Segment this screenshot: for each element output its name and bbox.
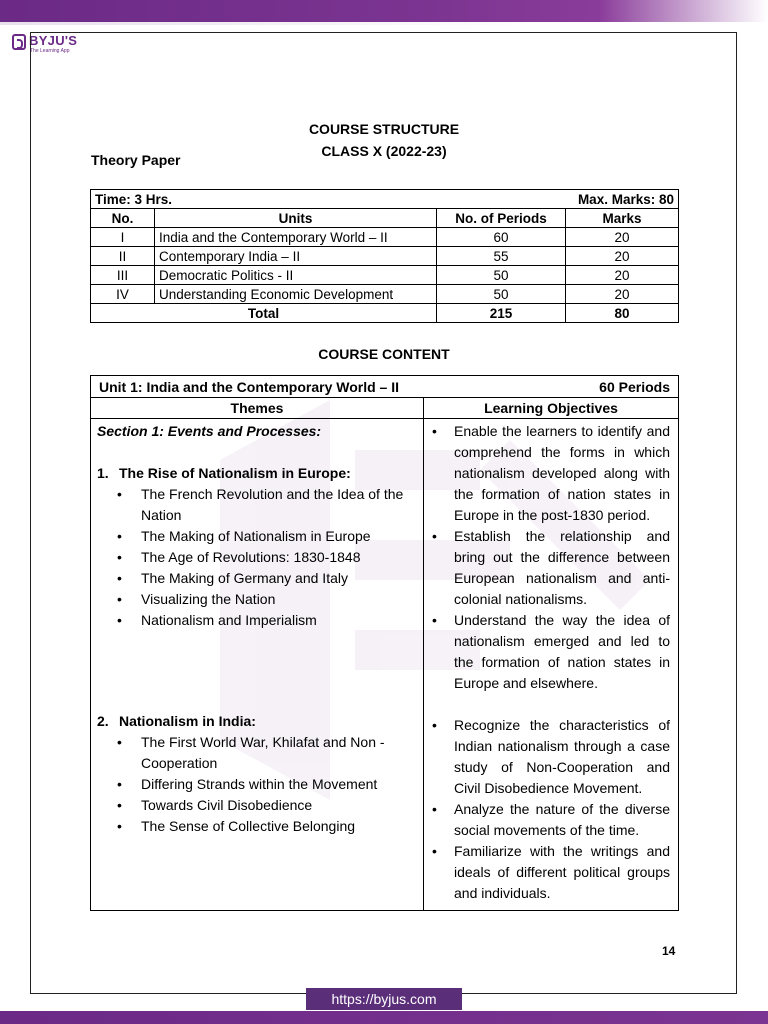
col-header-periods: No. of Periods	[437, 209, 566, 228]
unit-marks: 20	[566, 228, 679, 247]
table-row	[91, 190, 679, 209]
list-item: • Differing Strands within the Movement	[97, 774, 417, 795]
list-item: • Towards Civil Disobedience	[97, 795, 417, 816]
topic-subtopics	[97, 732, 417, 837]
unit-name: Understanding Economic Development	[155, 285, 437, 304]
objectives-cell	[424, 419, 679, 911]
unit-title-row	[91, 376, 679, 398]
topic-heading	[97, 463, 417, 484]
top-band-shadow	[0, 22, 768, 25]
list-item: • The Making of Germany and Italy	[97, 568, 417, 589]
bottom-brand-band	[0, 1011, 768, 1024]
topic-number: 1.	[97, 465, 109, 481]
table-row	[91, 247, 679, 266]
table-row	[91, 419, 679, 911]
list-item: • Visualizing the Nation	[97, 589, 417, 610]
unit-name: India and the Contemporary World – II	[155, 228, 437, 247]
byjus-logo-icon	[12, 34, 26, 50]
time-label: Time: 3 Hrs.	[95, 191, 173, 207]
objectives-list	[430, 421, 670, 694]
col-header-themes: Themes	[91, 398, 424, 419]
total-marks: 80	[566, 304, 679, 323]
unit-no: I	[91, 228, 155, 247]
list-item: • Nationalism and Imperialism	[97, 610, 417, 631]
table-header-row	[91, 209, 679, 228]
col-header-objectives: Learning Objectives	[424, 398, 679, 419]
max-marks-label: Max. Marks: 80	[577, 191, 674, 207]
topic-heading	[97, 711, 417, 732]
list-item: • Establish the relationship and bring out the difference between European nationalism and anti-colonial nationalisms.	[430, 526, 670, 610]
unit-title-cell	[91, 376, 679, 398]
topic-number: 2.	[97, 713, 109, 729]
course-content-table	[90, 375, 679, 911]
objectives-list	[430, 715, 670, 904]
list-item: • The Sense of Collective Belonging	[97, 816, 417, 837]
col-header-no: No.	[91, 209, 155, 228]
logo-tagline: The Learning App	[30, 48, 70, 54]
table-row	[91, 228, 679, 247]
course-structure-table	[90, 189, 679, 323]
unit-periods: 60	[437, 228, 566, 247]
unit-no: III	[91, 266, 155, 285]
class-heading: CLASS X (2022-23)	[321, 143, 447, 159]
topic-title: Nationalism in India:	[119, 713, 256, 729]
time-marks-cell	[91, 190, 679, 209]
unit-periods: 55	[437, 247, 566, 266]
page-number: 14	[662, 944, 676, 958]
list-item: • The French Revolution and the Idea of the Nation	[97, 484, 417, 526]
list-item: • The Making of Nationalism in Europe	[97, 526, 417, 547]
table-row	[91, 285, 679, 304]
top-brand-band	[0, 0, 768, 22]
unit-periods-label: 60 Periods	[599, 378, 670, 395]
website-link[interactable]: https://byjus.com	[306, 988, 462, 1010]
table-header-row	[91, 398, 679, 419]
unit-name: Democratic Politics - II	[155, 266, 437, 285]
list-item: • Enable the learners to identify and comprehend the forms in which nationalism developed along with the formation of nation states in Europe in the post-1830 period.	[430, 421, 670, 526]
unit-no: II	[91, 247, 155, 266]
total-row	[91, 304, 679, 323]
list-item: • Understand the way the idea of nationalism emerged and led to the formation of nation states in Europe and elsewhere.	[430, 610, 670, 694]
table-row	[91, 266, 679, 285]
col-header-marks: Marks	[566, 209, 679, 228]
course-structure-heading: COURSE STRUCTURE	[308, 121, 460, 137]
list-item: • Recognize the characteristics of Indian nationalism through a case study of Non-Cooperation and Civil Disobedience Movement.	[430, 715, 670, 799]
logo-name: BYJU'S	[29, 33, 78, 48]
unit-periods: 50	[437, 266, 566, 285]
course-content-heading: COURSE CONTENT	[318, 346, 450, 362]
topic-title: The Rise of Nationalism in Europe:	[119, 465, 351, 481]
themes-cell	[91, 419, 424, 911]
topic-subtopics	[97, 484, 417, 631]
unit-marks: 20	[566, 266, 679, 285]
col-header-units: Units	[155, 209, 437, 228]
unit-title: Unit 1: India and the Contemporary World – II	[99, 378, 399, 395]
total-label: Total	[91, 304, 437, 323]
list-item: • The Age of Revolutions: 1830-1848	[97, 547, 417, 568]
section-title: Section 1: Events and Processes:	[97, 423, 322, 439]
unit-no: IV	[91, 285, 155, 304]
unit-marks: 20	[566, 247, 679, 266]
list-item: • The First World War, Khilafat and Non - Cooperation	[97, 732, 417, 774]
theory-paper-label: Theory Paper	[91, 152, 181, 168]
list-item: • Familiarize with the writings and ideals of different political groups and individuals.	[430, 841, 670, 904]
unit-name: Contemporary India – II	[155, 247, 437, 266]
total-periods: 215	[437, 304, 566, 323]
unit-periods: 50	[437, 285, 566, 304]
unit-marks: 20	[566, 285, 679, 304]
list-item: • Analyze the nature of the diverse social movements of the time.	[430, 799, 670, 841]
